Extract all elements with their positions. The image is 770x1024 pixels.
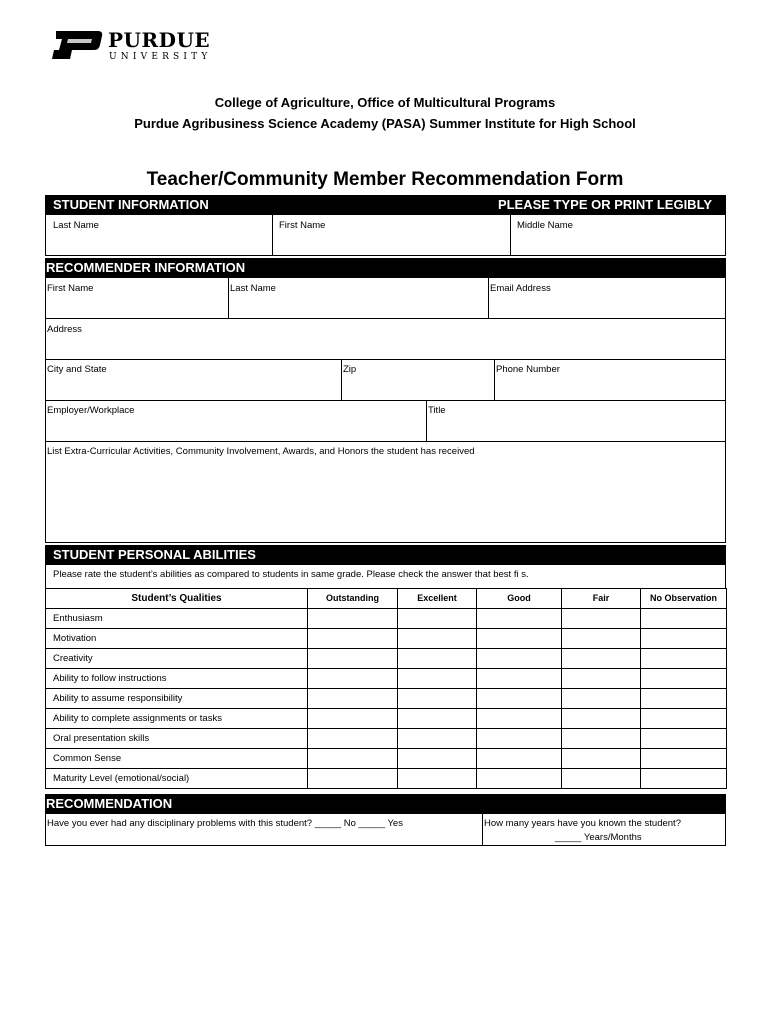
recommender-address-field[interactable]: Address <box>47 324 82 335</box>
column-header-no-observation: No Observation <box>641 589 727 609</box>
quality-label: Ability to assume responsibility <box>46 689 308 709</box>
quality-label: Maturity Level (emotional/social) <box>46 769 308 789</box>
rating-cell[interactable] <box>398 709 477 729</box>
student-last-name-field[interactable]: Last Name <box>53 220 99 231</box>
rating-cell[interactable] <box>398 609 477 629</box>
quality-label: Motivation <box>46 629 308 649</box>
rating-cell[interactable] <box>308 669 398 689</box>
column-header-fair: Fair <box>562 589 641 609</box>
rating-cell[interactable] <box>562 749 641 769</box>
rating-cell[interactable] <box>477 669 562 689</box>
recommender-last-name-field[interactable]: Last Name <box>230 283 276 294</box>
abilities-heading: STUDENT PERSONAL ABILITIES <box>53 547 256 562</box>
quality-label: Creativity <box>46 649 308 669</box>
rating-cell[interactable] <box>641 749 727 769</box>
rating-cell[interactable] <box>398 629 477 649</box>
abilities-instructions-box <box>45 564 726 589</box>
rating-cell[interactable] <box>641 729 727 749</box>
years-known-question: How many years have you known the student? <box>484 818 681 829</box>
student-info-heading: STUDENT INFORMATION <box>53 197 209 212</box>
rating-cell[interactable] <box>308 749 398 769</box>
rating-cell[interactable] <box>562 649 641 669</box>
table-row <box>46 609 727 629</box>
rating-cell[interactable] <box>641 709 727 729</box>
table-row <box>46 769 727 789</box>
quality-label: Common Sense <box>46 749 308 769</box>
rating-cell[interactable] <box>308 769 398 789</box>
table-row <box>46 729 727 749</box>
rating-cell[interactable] <box>477 649 562 669</box>
rating-cell[interactable] <box>477 749 562 769</box>
recommendation-box <box>45 813 726 846</box>
rating-cell[interactable] <box>477 629 562 649</box>
quality-label: Enthusiasm <box>46 609 308 629</box>
student-middle-name-field[interactable]: Middle Name <box>517 220 573 231</box>
header-line-2: Purdue Agribusiness Science Academy (PASA) Summer Institute for High School <box>134 116 636 131</box>
legibility-notice: PLEASE TYPE OR PRINT LEGIBLY <box>497 197 712 212</box>
table-row <box>46 749 727 769</box>
rating-cell[interactable] <box>398 669 477 689</box>
rating-cell[interactable] <box>562 609 641 629</box>
recommender-employer-field[interactable]: Employer/Workplace <box>47 405 135 416</box>
logo-wordmark: PURDUE <box>108 28 211 52</box>
rating-header-row <box>46 589 727 609</box>
recommender-info-header <box>45 258 726 278</box>
rating-cell[interactable] <box>562 689 641 709</box>
rating-cell[interactable] <box>398 729 477 749</box>
form-title: Teacher/Community Member Recommendation Form <box>146 169 624 190</box>
rating-cell[interactable] <box>562 709 641 729</box>
rating-cell[interactable] <box>641 649 727 669</box>
rating-cell[interactable] <box>477 709 562 729</box>
student-info-header <box>45 195 726 215</box>
quality-label: Ability to complete assignments or tasks <box>46 709 308 729</box>
recommender-first-name-field[interactable]: First Name <box>47 283 94 294</box>
discipline-question[interactable]: Have you ever had any disciplinary problems with this student? _____ No _____ Yes <box>47 818 403 829</box>
rating-cell[interactable] <box>308 649 398 669</box>
table-row <box>46 649 727 669</box>
table-row <box>46 629 727 649</box>
abilities-rating-table <box>45 588 727 789</box>
recommender-title-field[interactable]: Title <box>428 405 446 416</box>
rating-cell[interactable] <box>641 689 727 709</box>
rating-cell[interactable] <box>308 609 398 629</box>
rating-cell[interactable] <box>398 769 477 789</box>
rating-cell[interactable] <box>562 729 641 749</box>
rating-cell[interactable] <box>308 729 398 749</box>
recommender-zip-field[interactable]: Zip <box>343 364 357 375</box>
table-row <box>46 669 727 689</box>
abilities-instructions: Please rate the student’s abilities as compared to students in same grade. Please check the answer that best fi s. <box>53 569 529 580</box>
logo-subtitle: UNIVERSITY <box>109 52 212 62</box>
rating-cell[interactable] <box>398 689 477 709</box>
column-header-excellent: Excellent <box>398 589 477 609</box>
rating-cell[interactable] <box>562 769 641 789</box>
rating-cell[interactable] <box>641 669 727 689</box>
activities-field[interactable]: List Extra-Curricular Activities, Community Involvement, Awards, and Honors the student has received <box>47 446 475 457</box>
abilities-header <box>45 545 726 565</box>
purdue-logo-icon <box>50 30 104 60</box>
recommender-info-grid <box>45 277 726 543</box>
column-header-outstanding: Outstanding <box>308 589 398 609</box>
student-first-name-field[interactable]: First Name <box>279 220 326 231</box>
recommendation-header <box>45 794 726 814</box>
rating-cell[interactable] <box>641 629 727 649</box>
table-row <box>46 689 727 709</box>
rating-cell[interactable] <box>308 709 398 729</box>
rating-cell[interactable] <box>477 609 562 629</box>
rating-cell[interactable] <box>398 649 477 669</box>
rating-cell[interactable] <box>477 689 562 709</box>
rating-cell[interactable] <box>308 689 398 709</box>
rating-cell[interactable] <box>641 609 727 629</box>
quality-label: Ability to follow instructions <box>46 669 308 689</box>
table-row <box>46 709 727 729</box>
rating-cell[interactable] <box>641 769 727 789</box>
recommender-phone-field[interactable]: Phone Number <box>496 364 560 375</box>
column-header-qualities: Student’s Qualities <box>46 589 308 609</box>
quality-label: Oral presentation skills <box>46 729 308 749</box>
recommender-city-state-field[interactable]: City and State <box>47 364 107 375</box>
years-known-answer[interactable]: _____ Years/Months <box>555 832 642 843</box>
rating-cell[interactable] <box>562 669 641 689</box>
recommender-info-heading: RECOMMENDER INFORMATION <box>46 260 246 275</box>
rating-cell[interactable] <box>398 749 477 769</box>
recommender-email-field[interactable]: Email Address <box>490 283 551 294</box>
rating-cell[interactable] <box>477 729 562 749</box>
student-name-row <box>45 214 726 256</box>
column-header-good: Good <box>477 589 562 609</box>
rating-cell[interactable] <box>562 629 641 649</box>
recommendation-heading: RECOMMENDATION <box>46 796 173 811</box>
rating-cell[interactable] <box>308 629 398 649</box>
rating-cell[interactable] <box>477 769 562 789</box>
header-line-1: College of Agriculture, Office of Multicultural Programs <box>214 95 556 110</box>
